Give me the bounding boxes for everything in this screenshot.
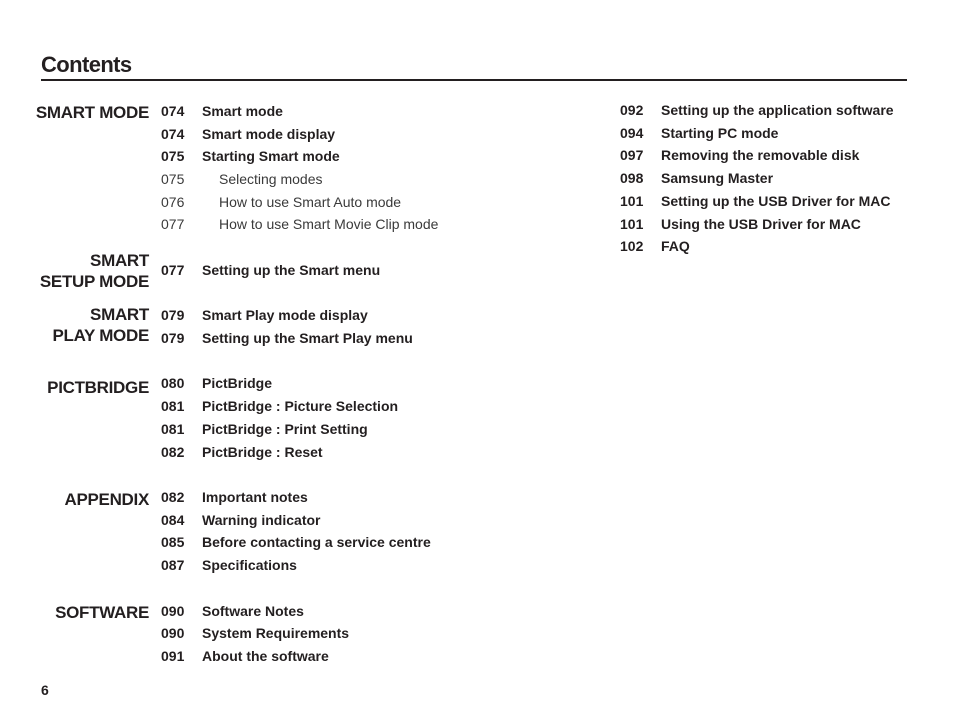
toc-page-number: 075 — [161, 148, 185, 164]
toc-entry[interactable] — [161, 623, 581, 643]
section-pictbridge — [47, 377, 149, 398]
section-smart-mode — [36, 102, 149, 123]
toc-entry-title: Selecting modes — [219, 171, 323, 187]
section-label: PICTBRIDGE — [47, 378, 149, 397]
section-label: SMART MODE — [35, 103, 149, 122]
toc-page-number: 082 — [161, 444, 185, 460]
toc-entry[interactable] — [161, 328, 581, 348]
toc-page-number: 094 — [620, 125, 644, 141]
toc-entry[interactable] — [161, 396, 581, 416]
toc-page-number: 091 — [161, 648, 185, 664]
toc-entry-title: How to use Smart Auto mode — [219, 194, 402, 210]
toc-page-number: 082 — [161, 489, 185, 505]
section-label: SETUP MODE — [39, 272, 149, 291]
section-appendix — [64, 489, 149, 510]
toc-entry-title: Removing the removable disk — [661, 147, 860, 163]
toc-page-number: 101 — [620, 216, 644, 232]
toc-page-number: 079 — [161, 330, 185, 346]
toc-entry-title: About the software — [202, 648, 329, 664]
toc-page-number: 075 — [161, 171, 185, 187]
toc-page-number: 077 — [161, 262, 185, 278]
toc-page-number: 090 — [161, 625, 185, 641]
toc-entry[interactable] — [620, 100, 920, 120]
toc-entry[interactable] — [161, 510, 581, 530]
toc-entry-title: Starting Smart mode — [202, 148, 340, 164]
toc-entry[interactable] — [161, 646, 581, 666]
toc-entry[interactable] — [620, 145, 920, 165]
toc-entry-title: Smart mode display — [202, 126, 336, 142]
toc-entry-title: PictBridge : Reset — [202, 444, 323, 460]
title-rule — [41, 79, 907, 81]
toc-entry[interactable] — [620, 236, 920, 256]
toc-subentry[interactable] — [161, 169, 581, 189]
toc-entry-title: Setting up the Smart menu — [202, 262, 381, 278]
section-label: SMART — [90, 251, 149, 270]
toc-entry-title: Software Notes — [202, 603, 304, 619]
toc-entry[interactable] — [161, 124, 581, 144]
toc-page-number: 090 — [161, 603, 185, 619]
toc-entry[interactable] — [161, 260, 581, 280]
toc-entry-title: FAQ — [661, 238, 690, 254]
toc-entry[interactable] — [161, 305, 581, 325]
toc-entry[interactable] — [620, 123, 920, 143]
toc-subentry[interactable] — [161, 214, 581, 234]
toc-entry-title: Starting PC mode — [661, 125, 779, 141]
toc-subentry[interactable] — [161, 192, 581, 212]
toc-entry-title: Setting up the USB Driver for MAC — [661, 193, 891, 209]
toc-entry[interactable] — [620, 191, 920, 211]
toc-entry-title: Using the USB Driver for MAC — [661, 216, 861, 232]
section-smart-play-mode — [53, 304, 150, 346]
toc-entry[interactable] — [161, 419, 581, 439]
section-label: APPENDIX — [64, 490, 149, 509]
toc-page-number: 076 — [161, 194, 185, 210]
section-label: SMART — [90, 305, 149, 324]
toc-entry-title: Setting up the application software — [661, 102, 894, 118]
toc-entry[interactable] — [620, 214, 920, 234]
toc-entry-title: Smart mode — [202, 103, 283, 119]
toc-entry[interactable] — [161, 373, 581, 393]
toc-entry[interactable] — [161, 146, 581, 166]
toc-page-number: 080 — [161, 375, 185, 391]
section-label: SOFTWARE — [55, 603, 149, 622]
toc-entry-title: PictBridge — [202, 375, 273, 391]
toc-entry[interactable] — [161, 555, 581, 575]
toc-entry[interactable] — [161, 442, 581, 462]
toc-page-number: 077 — [161, 216, 185, 232]
toc-entry-title: Warning indicator — [202, 512, 321, 528]
section-smart-setup-mode — [40, 250, 149, 292]
toc-entry-title: Specifications — [202, 557, 297, 573]
page-number: 6 — [41, 682, 49, 698]
toc-page-number: 074 — [161, 126, 185, 142]
toc-page-number: 081 — [161, 398, 185, 414]
toc-page-number: 074 — [161, 103, 185, 119]
toc-entry[interactable] — [161, 487, 581, 507]
toc-entry-title: PictBridge : Print Setting — [202, 421, 368, 437]
section-software — [55, 602, 149, 623]
toc-entry-title: System Requirements — [202, 625, 350, 641]
toc-entry[interactable] — [161, 532, 581, 552]
toc-page-number: 084 — [161, 512, 185, 528]
toc-entry[interactable] — [161, 101, 581, 121]
toc-entry-title: Samsung Master — [661, 170, 774, 186]
section-label: PLAY MODE — [52, 326, 149, 345]
toc-page-number: 102 — [620, 238, 644, 254]
toc-page-number: 101 — [620, 193, 644, 209]
toc-entry[interactable] — [161, 601, 581, 621]
page-title: Contents — [41, 52, 132, 77]
toc-entry[interactable] — [620, 168, 920, 188]
toc-page-number: 098 — [620, 170, 644, 186]
toc-entry-title: How to use Smart Movie Clip mode — [219, 216, 439, 232]
toc-page-number: 097 — [620, 147, 644, 163]
toc-entry-title: Important notes — [202, 489, 308, 505]
toc-entry-title: PictBridge : Picture Selection — [202, 398, 399, 414]
toc-page-number: 085 — [161, 534, 185, 550]
toc-page-number: 087 — [161, 557, 185, 573]
toc-page-number: 092 — [620, 102, 644, 118]
toc-entry-title: Before contacting a service centre — [202, 534, 431, 550]
toc-page-number: 081 — [161, 421, 185, 437]
toc-entry-title: Smart Play mode display — [202, 307, 368, 323]
toc-entry-title: Setting up the Smart Play menu — [202, 330, 413, 346]
toc-page-number: 079 — [161, 307, 185, 323]
